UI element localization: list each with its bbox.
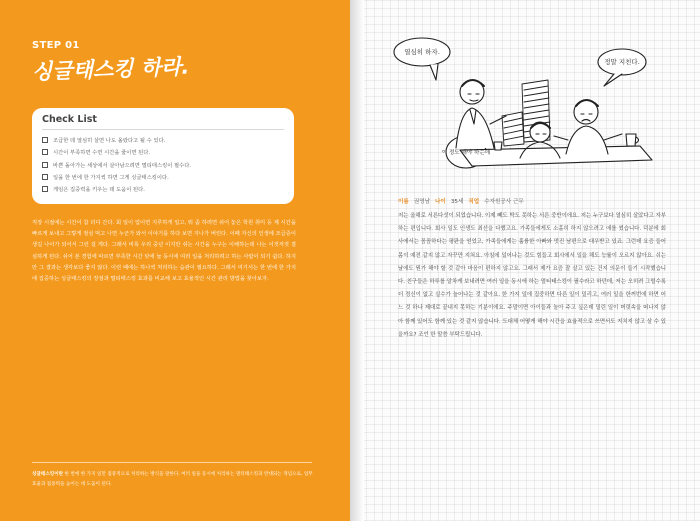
speech-bubble-3: 이 정도 해야 하는데 xyxy=(441,150,491,156)
age-value: 35세 xyxy=(450,199,464,205)
checkbox-icon xyxy=(42,137,48,143)
footnote-label: 싱글태스킹이란 xyxy=(32,472,64,477)
story-paragraph: 저는 올해로 서른다섯이 되었습니다. 이제 빼도 박도 못하는 서른 중반이에요. 저는 누구보다 열심히 살았다고 자부하는 편입니다. 회사 일도 인생도 최선을 다했고요. 가족들에게도 소홀히 하지 않으려고 애를 썼습니다. 덕분에 회사에서는 꼼꼼하다는 평판을 얻었고, 가족들에게는 훌륭한 아빠와 멋진 남편으로 대우받고 있죠. 그런데 요즘 들어 몸이 예전 같지 않고 자꾸만 지쳐요. 아침에 일어나는 것도 힘들고 회사에서 일을 해도 능률이 오르지 않아요. 쉬는 날에도 뭔가 해야 할 것 같아 마음이 편하지 않고요. 그래서 제가 요즘 잘 살고 있는 건지 의문이 들기 시작했습니다. 친구들은 하루를 알차게 보내려면 여러 일을 동시에 하는 멀티태스킹이 필수라고 하던데, 저는 오히려 그럴수록 더 정신이 없고 실수가 늘어나는 것 같아요. 한 가지 일에 집중하면 다른 일이 밀리고, 여러 일을 한꺼번에 하면 어느 것 하나 제대로 끝내지 못하는 기분이에요. 주말이면 아이들과 놀아 주고 싶은데 밀린 일이 머릿속을 떠나지 않아 함께 있어도 함께 있는 것 같지 않습니다. 도대체 어떻게 해야 시간을 효율적으로 쓰면서도 지치지 않고 살 수 있을까요? 조언 한 말씀 부탁드립니다. xyxy=(398,213,666,338)
checklist-item xyxy=(42,171,284,183)
checklist-item-text: 시간이 부족하면 수면 시간을 줄이면 된다. xyxy=(53,150,151,157)
profile-line xyxy=(398,197,524,205)
step-label: STEP 01 xyxy=(32,40,80,51)
checklist-item-text: 게임은 집중력을 키우는 데 도움이 된다. xyxy=(53,187,145,194)
footnote xyxy=(32,470,318,489)
checklist-item-text: 바쁜 돌아가는 세상에서 살아남으려면 멀티태스킹이 필수다. xyxy=(53,162,192,169)
checklist-item xyxy=(42,134,284,146)
checklist-box xyxy=(32,108,294,204)
checkbox-icon xyxy=(42,174,48,180)
speech-bubble-2: 정말 지친다. xyxy=(604,58,640,66)
footnote-divider xyxy=(32,462,312,463)
checklist-item xyxy=(42,146,284,158)
page-title: 싱글태스킹 하라. xyxy=(31,54,190,84)
checkbox-icon xyxy=(42,186,48,192)
age-label: 나이 xyxy=(435,199,446,205)
name-value: 권영남 xyxy=(413,199,431,205)
name-label: 이름 xyxy=(398,199,409,205)
checklist-item xyxy=(42,159,284,171)
job-value: 수자원공사 근무 xyxy=(484,199,524,205)
checklist-item-text: 일을 한 번에 한 가지씩 하면 그게 싱글태스킹이다. xyxy=(53,175,169,182)
checklist-item xyxy=(42,183,284,195)
checklist-title: Check List xyxy=(42,114,284,130)
intro-paragraph: 직장 시절에는 시간이 참 더디 간다. 회 일이 업이면 지루하게 일고, 뭐 좀 하려면 쉬어 놓은 학원 취미 등 제 시간을 빠르게 보내고 그렇게 점심 먹고 나면 누군가 와서 이야기를 하다 보면 지나가 버린다. 이때 자신의 인생에 조급증이 생길 나이가 되어서 그런 걸 게다. 그래서 비록 우리 중년 이지만 쉬는 시간을 누구는 이해하는데 나는 이것저것 결심하게 된다. 쉬어 본 경험에 따르면 부족한 시간 탓에 늘 동시에 여러 일을 처리하려고 하는 사람이 되기 쉽다. 하지만 그 결과는 생각보다 좋지 않다. 이런 때에는 하나씩 처리하는 습관이 필요하다. 그래서 여기서는 한 번에 한 가지에 집중하는 싱글태스킹의 장점과 멀티태스킹 효과를 비교해 보고 효율적인 시간 관리 방법을 찾아보자. xyxy=(32,220,296,283)
speech-bubble-1: 열심히 하자. xyxy=(404,48,440,56)
page-gutter xyxy=(350,0,364,521)
office-worker-illustration xyxy=(390,28,670,196)
right-page xyxy=(350,0,700,521)
footnote-text: 한 번에 한 가지 일만 집중적으로 처리하는 방식을 말한다. 여러 일을 동시에 처리하는 멀티태스킹과 반대되는 개념으로, 업무 효율과 집중력을 높이는 데 도움이 된다. xyxy=(32,472,313,487)
checkbox-icon xyxy=(42,162,48,168)
checklist-item-text: 조급한 데 열심히 살면 나도 올랐다고 될 수 있다. xyxy=(53,138,166,145)
job-label: 직업 xyxy=(468,199,480,205)
checkbox-icon xyxy=(42,149,48,155)
